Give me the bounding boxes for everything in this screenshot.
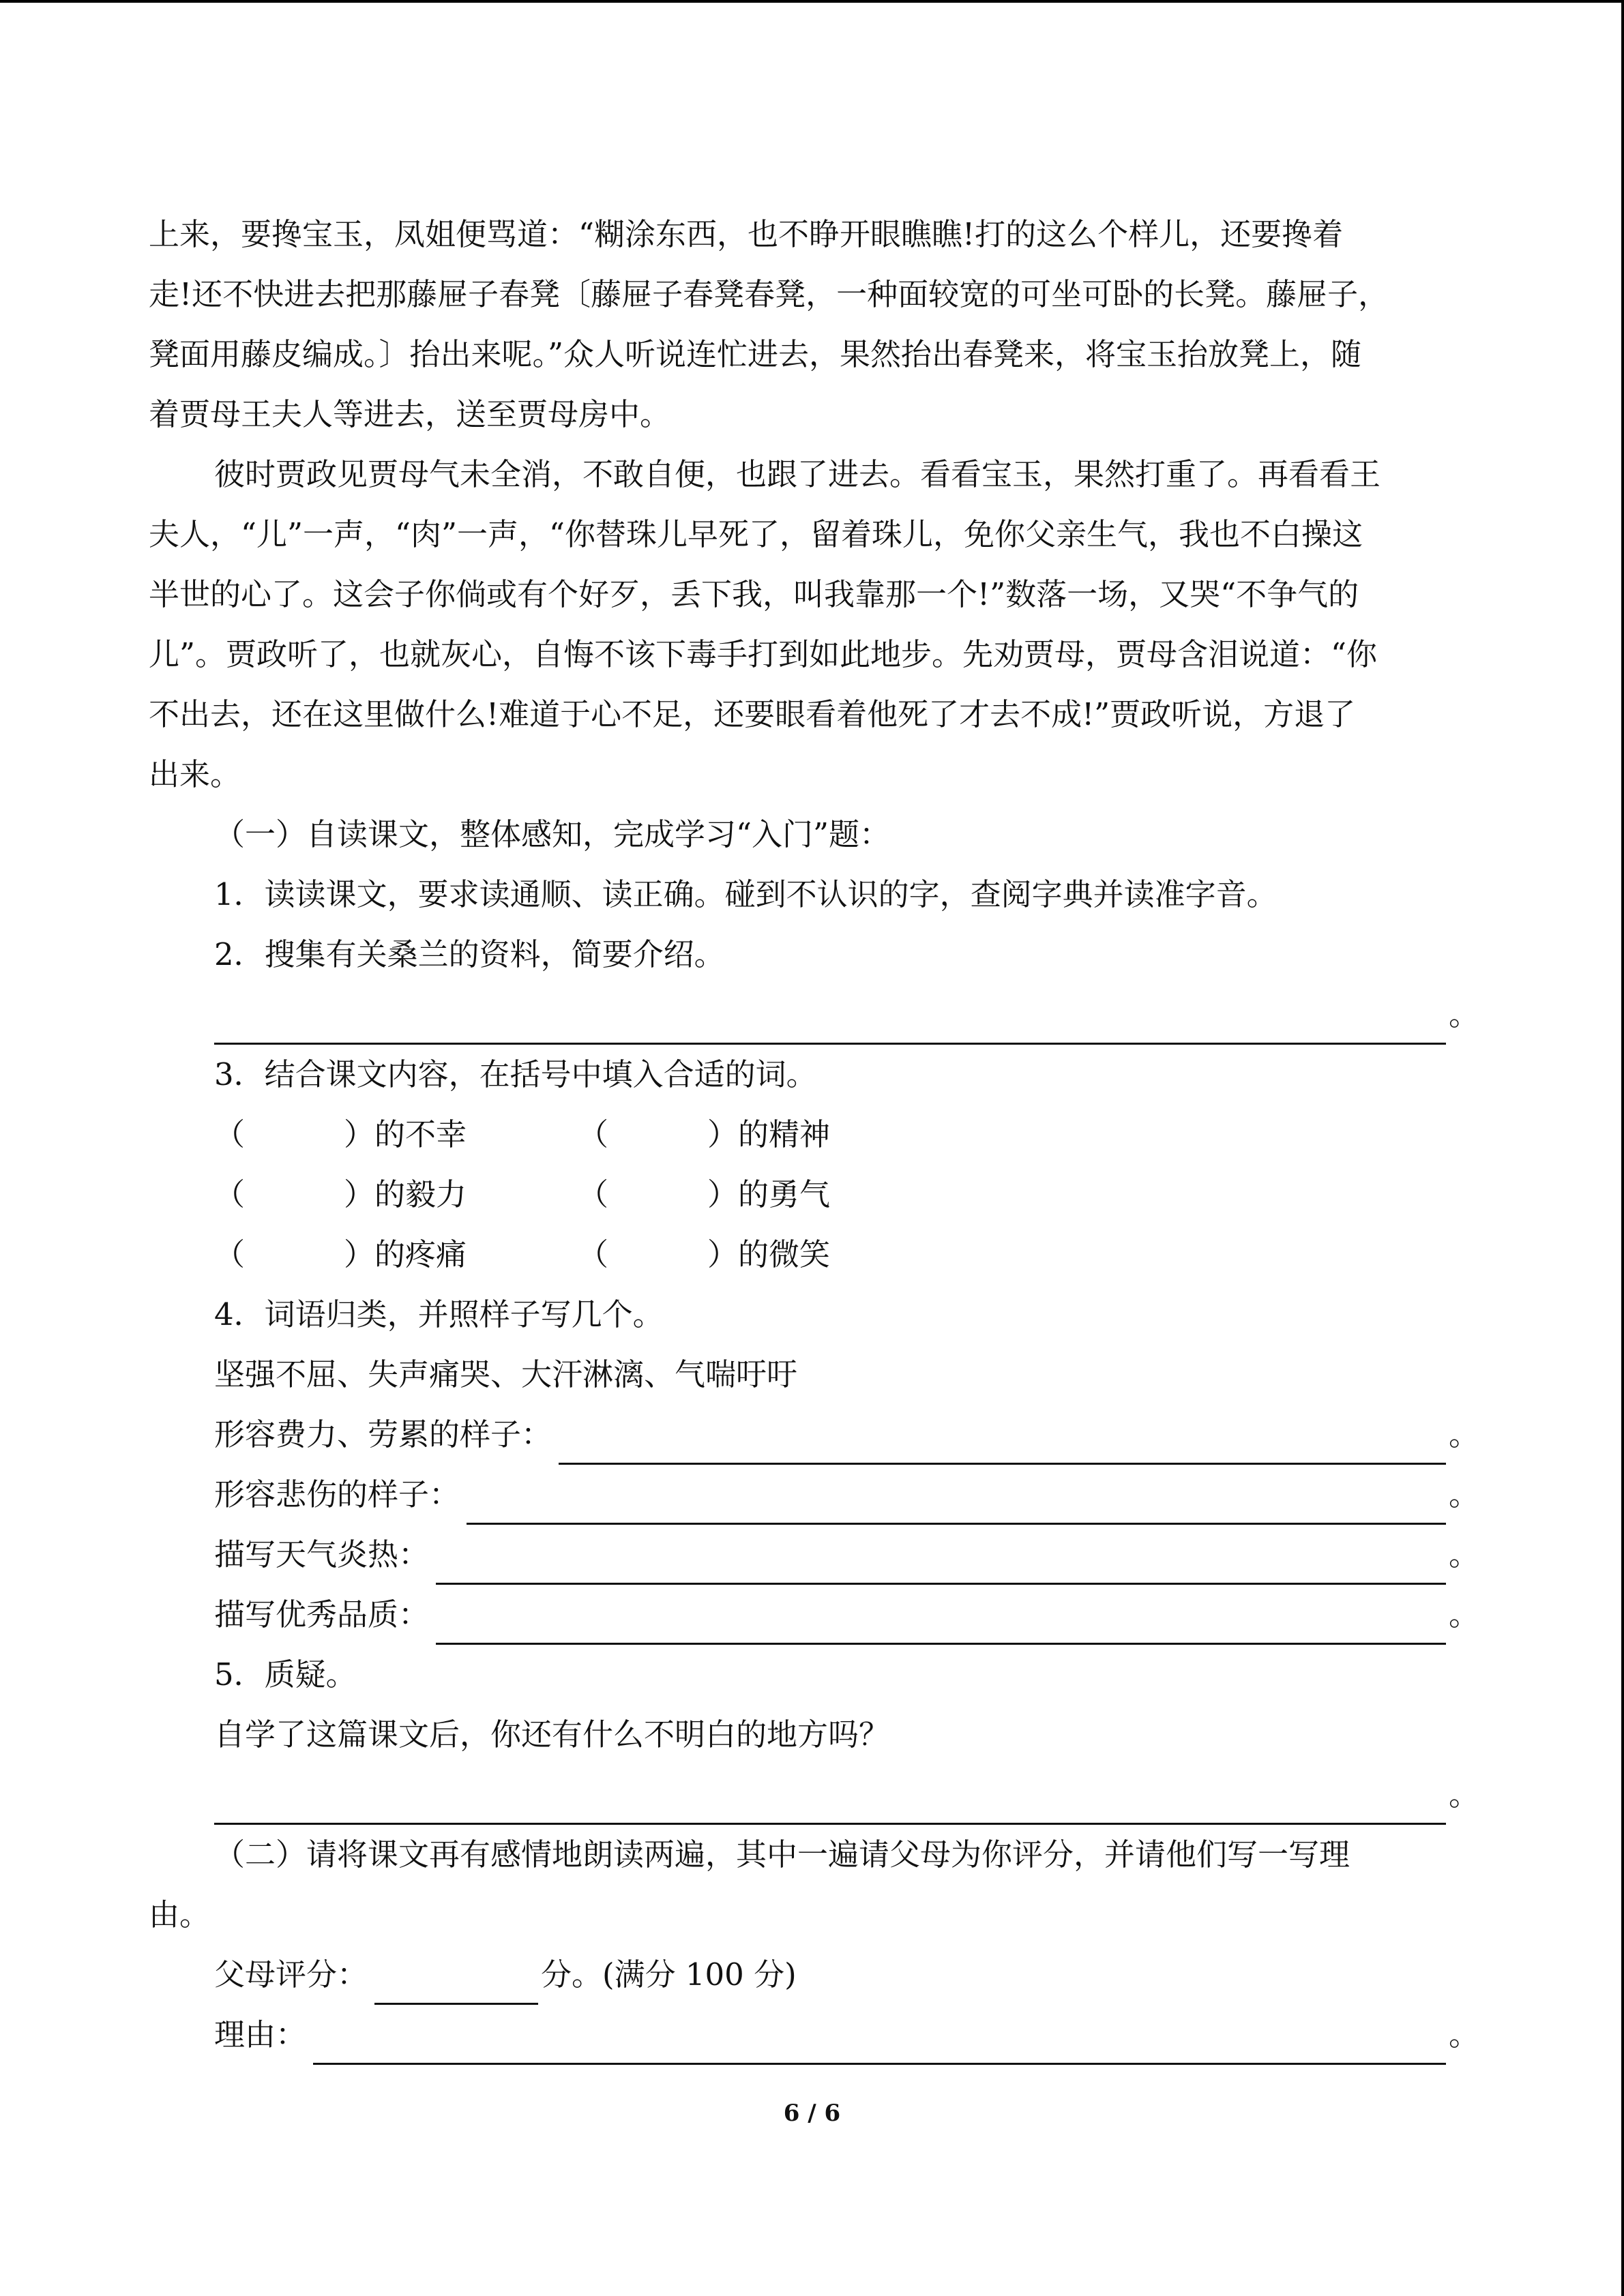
parent-score-row — [149, 1945, 1473, 2005]
category-label: 形容悲伤的样子： — [214, 1476, 460, 1512]
period: 。 — [1449, 1476, 1480, 1512]
text-line: 凳面用藤皮编成。〕抬出来呢。”众人听说连忙进去，果然抬出春凳来，将宝玉抬放凳上，随 — [149, 336, 1362, 372]
question-3-row-3 — [149, 1225, 1473, 1285]
question-4-category-3-row — [149, 1525, 1480, 1585]
paren-blank[interactable]: （ ）的毅力 — [214, 1176, 467, 1212]
paren-blank[interactable]: （ ）的不幸 — [214, 1116, 467, 1152]
text-line: 走!还不快进去把那藤屉子春凳〔藤屉子春凳春凳，一种面较宽的可坐可卧的长凳。藤屉子， — [149, 276, 1389, 312]
paren-blank[interactable]: （ ）的疼痛 — [214, 1236, 467, 1272]
text-line: 半世的心了。这会子你倘或有个好歹，丢下我，叫我靠那一个!”数落一场，又哭“不争气的 — [149, 576, 1359, 612]
passage-paragraph-2 — [149, 445, 1473, 805]
question-2: 2．搜集有关桑兰的资料，简要介绍。 — [214, 936, 725, 972]
question-3: 3．结合课文内容，在括号中填入合适的词。 — [214, 1056, 817, 1092]
period: 。 — [1449, 1776, 1480, 1813]
question-5-answer-line[interactable] — [214, 1783, 1446, 1825]
answer-line[interactable] — [559, 1423, 1446, 1465]
score-label: 父母评分： — [214, 1956, 368, 1993]
reason-answer-line[interactable] — [313, 2023, 1446, 2065]
paren-blank[interactable]: （ ）的勇气 — [578, 1176, 831, 1212]
score-answer-line[interactable] — [374, 1963, 538, 2005]
question-4: 4．词语归类，并照样子写几个。 — [214, 1296, 664, 1332]
text-line: 不出去，还在这里做什么!难道于心不足，还要眼看着他死了才去不成!”贾政听说，方退了 — [149, 696, 1356, 732]
text-line: 夫人，“儿”一声，“肉”一声，“你替珠儿早死了，留着珠儿，免你父亲生气，我也不白操这 — [149, 516, 1363, 552]
reason-row — [149, 2005, 1480, 2065]
text-line: 上来，要搀宝玉，凤姐便骂道：“糊涂东西，也不睁开眼瞧瞧!打的这么个样儿，还要搀着 — [149, 216, 1344, 252]
page-content — [149, 205, 1480, 2065]
answer-line[interactable] — [436, 1603, 1446, 1645]
question-2-answer-row — [149, 985, 1480, 1045]
question-5: 5．质疑。 — [214, 1656, 357, 1693]
question-4-category-4-row — [149, 1585, 1480, 1645]
question-5-prompt: 自学了这篇课文后，你还有什么不明白的地方吗？ — [214, 1716, 890, 1753]
category-label: 描写天气炎热： — [214, 1536, 430, 1572]
question-4-words: 坚强不屈、失声痛哭、大汗淋漓、气喘吁吁 — [214, 1356, 798, 1392]
text-line: 着贾母王夫人等进去，送至贾母房中。 — [149, 396, 671, 432]
text-line: 出来。 — [149, 756, 241, 792]
period: 。 — [1449, 1416, 1480, 1452]
period: 。 — [1449, 1536, 1480, 1572]
section-1-heading: （一）自读课文，整体感知，完成学习“入门”题： — [214, 816, 891, 852]
period: 。 — [1449, 2016, 1480, 2053]
reason-label: 理由： — [214, 2016, 307, 2053]
category-label: 形容费力、劳累的样子： — [214, 1416, 552, 1452]
passage-paragraph-1 — [149, 205, 1473, 445]
answer-line[interactable] — [467, 1483, 1446, 1525]
answer-line[interactable] — [436, 1543, 1446, 1585]
question-4-category-1-row — [149, 1405, 1480, 1465]
question-1: 1．读读课文，要求读通顺、读正确。碰到不认识的字，查阅字典并读准字音。 — [214, 876, 1278, 912]
category-label: 描写优秀品质： — [214, 1596, 430, 1632]
period: 。 — [1449, 1596, 1480, 1632]
question-5-answer-row — [149, 1765, 1480, 1825]
paren-blank[interactable]: （ ）的精神 — [578, 1116, 831, 1152]
question-4-category-2-row — [149, 1465, 1480, 1525]
score-suffix: 分。(满分 100 分) — [541, 1956, 797, 1993]
text-line: 儿”。贾政听了，也就灰心，自悔不该下毒手打到如此地步。先劝贾母，贾母含泪说道：“你 — [149, 636, 1378, 672]
section-2-heading-line-2: 由。 — [149, 1896, 211, 1933]
page-border-top — [0, 0, 1624, 3]
question-2-answer-line[interactable] — [214, 1003, 1446, 1045]
section-2-heading-line-1: （二）请将课文再有感情地朗读两遍，其中一遍请父母为你评分，并请他们写一写理 — [214, 1836, 1350, 1873]
paren-blank[interactable]: （ ）的微笑 — [578, 1236, 831, 1272]
question-3-row-1 — [149, 1105, 1473, 1165]
question-3-row-2 — [149, 1165, 1473, 1225]
page-border-right — [1621, 0, 1624, 2296]
period: 。 — [1449, 996, 1480, 1032]
text-line: 彼时贾政见贾母气未全消，不敢自便，也跟了进去。看看宝玉，果然打重了。再看看王 — [214, 456, 1381, 492]
page-number: 6 / 6 — [783, 2100, 841, 2127]
